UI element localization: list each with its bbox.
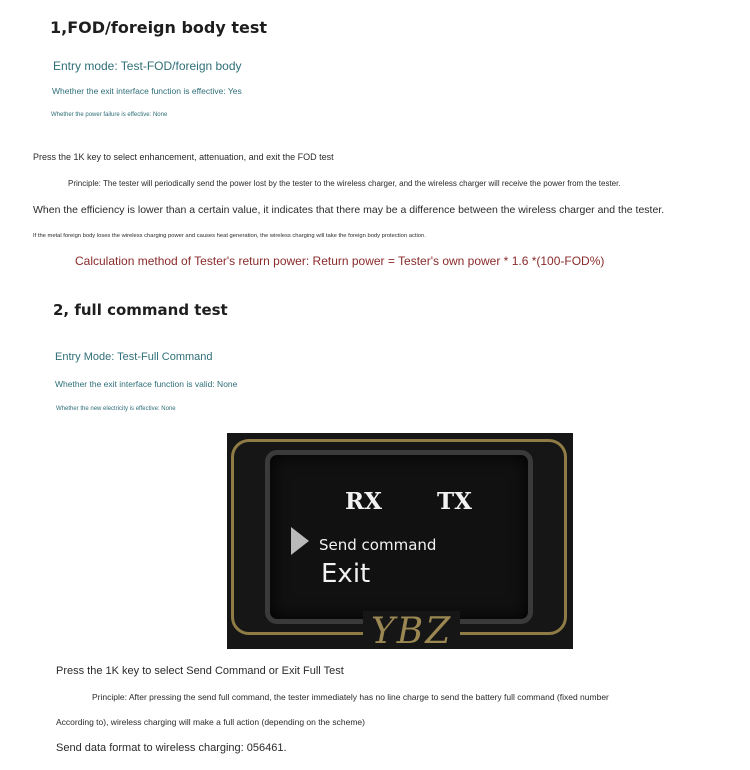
section1-entry-mode: Entry mode: Test-FOD/foreign body: [53, 59, 242, 73]
section2-heading: 2, full command test: [53, 301, 228, 319]
screen-rx-label: RX: [345, 488, 382, 515]
section2-entry-mode: Entry Mode: Test-Full Command: [55, 351, 213, 363]
screen-tx-label: TX: [437, 488, 472, 515]
section2-data-format: Send data format to wireless charging: 056461.: [56, 742, 287, 754]
tester-device-photo: [227, 433, 573, 649]
section2-instruction: Press the 1K key to select Send Command or Exit Full Test: [56, 665, 344, 677]
screen-selection-arrow-icon: [291, 527, 309, 555]
section1-metal-body: If the metal foreign body loses the wireless charging power and causes heat generation, the wireless charging will take the foreign body protection action.: [33, 233, 426, 239]
section1-exit-interface: Whether the exit interface function is effective: Yes: [52, 86, 242, 96]
section2-principle: Principle: After pressing the send full command, the tester immediately has no line charge to send the battery full command (fixed number: [92, 692, 609, 702]
screen-send-command: Send command: [319, 536, 437, 554]
section1-heading: 1,FOD/foreign body test: [50, 18, 268, 37]
screen-exit: Exit: [321, 559, 371, 589]
section1-power-failure: Whether the power failure is effective: None: [51, 112, 168, 118]
section2-according: According to), wireless charging will make a full action (depending on the scheme): [56, 717, 365, 727]
section2-exit-interface: Whether the exit interface function is valid: None: [55, 379, 238, 389]
section2-new-electricity: Whether the new electricity is effective: None: [56, 406, 176, 412]
section1-principle: Principle: The tester will periodically send the power lost by the tester to the wireless charger, and the wireless charger will receive the power from the tester.: [68, 179, 621, 188]
section1-instruction: Press the 1K key to select enhancement, attenuation, and exit the FOD test: [33, 152, 334, 162]
section1-calculation: Calculation method of Tester's return power: Return power = Tester's own power * 1.6 *(100-FOD%): [75, 254, 605, 268]
section1-efficiency: When the efficiency is lower than a certain value, it indicates that there may be a difference between the wireless charger and the tester.: [33, 204, 665, 216]
brand-logo: YBZ: [363, 611, 460, 649]
